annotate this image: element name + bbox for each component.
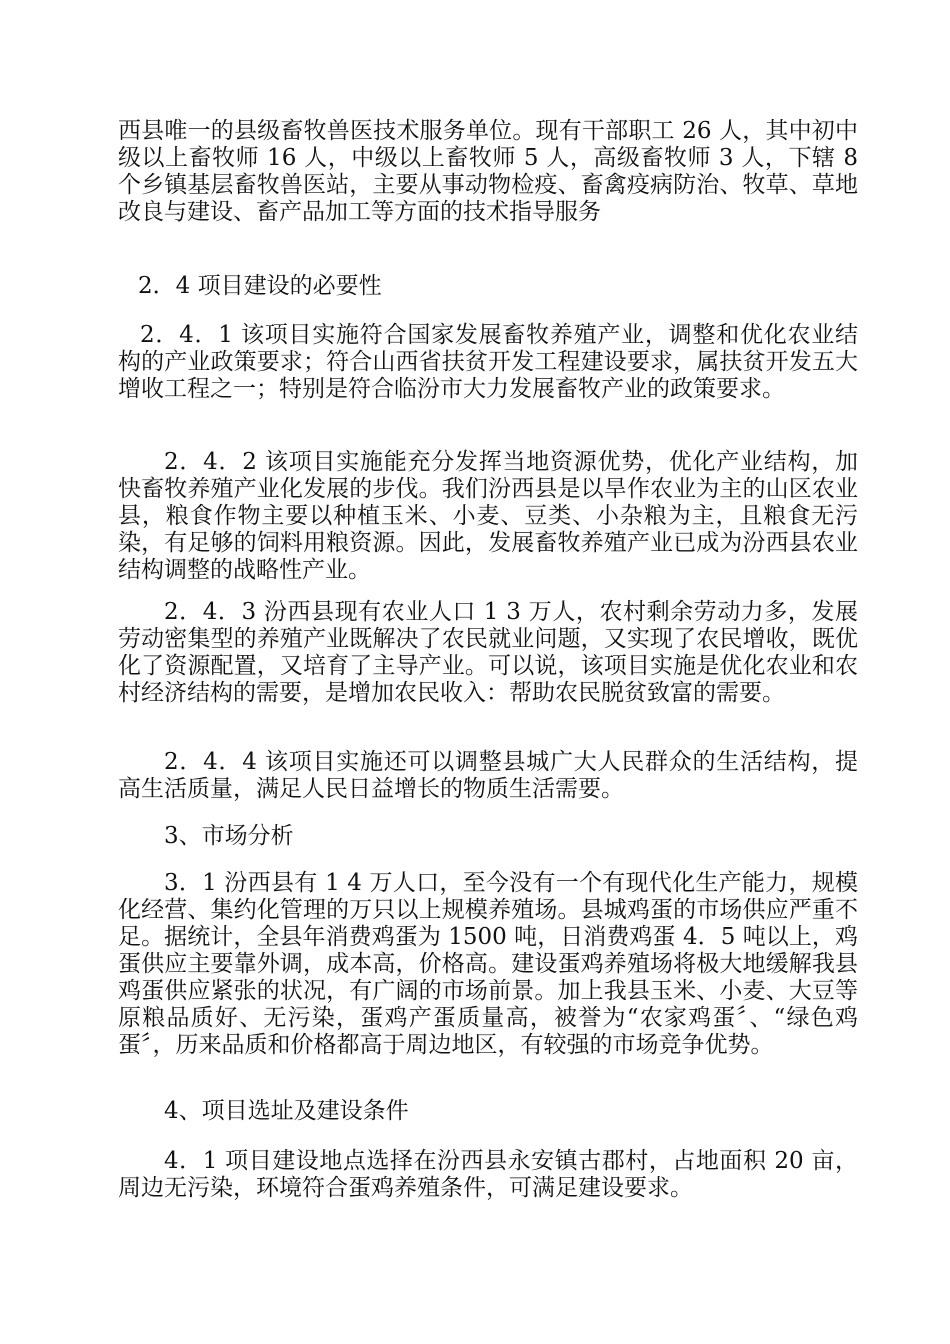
paragraph-2-4-2: 2．4．2 该项目实施能充分发挥当地资源优势，优化产业结构，加快畜牧养殖产业化发展的步伐。我们汾西县是以旱作农业为主的山区农业县，粮食作物主要以种植玉米、小麦、豆类、小杂粮为主，且粮食无污染，有足够的饲料用粮资源。因此，发展畜牧养殖产业已成为汾西县农业结构调整的战略性产业。	[118, 449, 858, 583]
paragraph-2-4-1: 2．4．1 该项目实施符合国家发展畜牧养殖产业，调整和优化农业结构的产业政策要求；符合山西省扶贫开发工程建设要求，属扶贫开发五大增收工程之一；特别是符合临汾市大力发展畜牧产业的政策要求。	[118, 322, 858, 402]
heading-section-2-4: 2．4 项目建设的必要性	[138, 273, 382, 299]
paragraph-2-4-4: 2．4．4 该项目实施还可以调整县城广大人民群众的生活结构，提高生活质量，满足人民日益增长的物质生活需要。	[118, 749, 858, 802]
heading-section-4: 4、项目选址及建设条件	[164, 1098, 409, 1124]
heading-section-3: 3、市场分析	[164, 823, 294, 849]
paragraph-4-1: 4．1 项目建设地点选择在汾西县永安镇古郡村，占地面积 20 亩，周边无污染，环境符合蛋鸡养殖条件，可满足建设要求。	[118, 1148, 858, 1201]
paragraph-2-4-3: 2．4．3 汾西县现有农业人口 1 3 万人，农村剩余劳动力多，发展劳动密集型的养殖产业既解决了农民就业问题，又实现了农民增收，既优化了资源配置，又培育了主导产业。可以说，该项目实施是优化农业和农村经济结构的需要，是增加农民收入：帮助农民脱贫致富的需要。	[118, 599, 858, 706]
paragraph-3-1: 3．1 汾西县有 1 4 万人口，至今没有一个有现代化生产能力，规模化经营、集约化管理的万只以上规模养殖场。县城鸡蛋的市场供应严重不足。据统计，全县年消费鸡蛋为 1500 吨，日消费鸡蛋 4．5 吨以上，鸡蛋供应主要靠外调，成本高，价格高。建设蛋鸡养殖场将极大地缓解我县鸡蛋供应紧张的状况，有广阔的市场前景。加上我县玉米、小麦、大豆等原粮品质好、无污染，蛋鸡产蛋质量高，被誉为“农家鸡蛋〞、“绿色鸡蛋〞，历来品质和价格都高于周边地区，有较强的市场竞争优势。	[118, 870, 858, 1058]
paragraph-intro: 西县唯一的县级畜牧兽医技术服务单位。现有干部职工 26 人，其中初中级以上畜牧师 16 人，中级以上畜牧师 5 人，高级畜牧师 3 人，下辖 8 个乡镇基层畜牧兽医站，主要从事动物检疫、畜禽疫病防治、牧草、草地改良与建设、畜产品加工等方面的技术指导服务	[118, 118, 858, 225]
